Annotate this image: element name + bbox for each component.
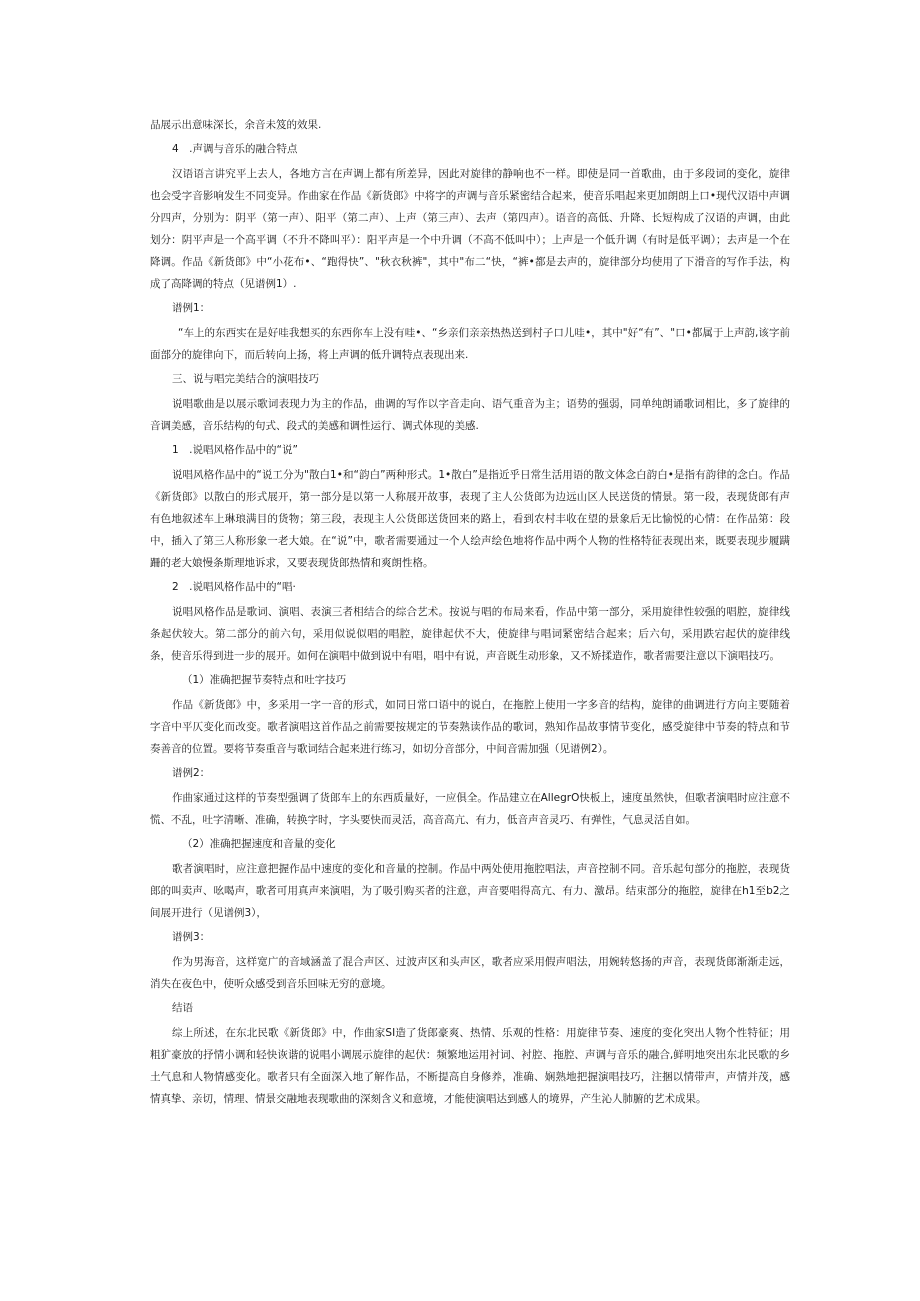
section-heading: 1 .说唱风格作品中的“说” <box>172 444 298 456</box>
example-label: 谱例1： <box>172 302 211 314</box>
paragraph: 作为男海音，这样宽广的音域涵盖了混合声区、过波声区和头声区，歌者应采用假声唱法，用婉转悠扬的声音，表现货郎渐渐走远，消失在夜色中，使听众感受到音乐回味无穷的意境。 <box>150 956 790 990</box>
paragraph: 作品《新货郎》中，多采用一字一音的形式，如同日常口语中的说白，在拖腔上使用一字多音的结构，旋律的曲调进行方向主要随着字音中平仄变化而改变。歌者演唱这首作品之前需要按规定的节奏熟读作品的歌词，熟知作品故事情节变化，感受旋律中节奏的特点和节奏善音的位置。要将节奏重音与歌词结合起来进行练习，如切分音部分，中间音需加强（见谱例2）。 <box>150 699 790 755</box>
section-heading: （2）准确把握速度和音量的变化 <box>182 838 336 850</box>
paragraph: 说唱风格作品中的“说工分为"散白1•和“韵白”两种形式。1•散白”是指近乎日常生活用语的散文体念白韵白•是指有韵律的念白。作品《新货郎》以散白的形式展开，第一部分是以第一人称展开故事，表现了主人公货郎为边远山区人民送货的情景。第一段，表现货郎有声有色地叙述车上琳琅满目的货物；第三段，表现主人公货郎送货回来的路上，看到农村丰收在望的景象后无比愉悦的心情：在作品第：段中，插入了第三人称形象一老大娘。在“说”中，歌者需要通过一个人绘声绘色地将作品中两个人物的性格特征表现出来，既要表现步履蹒跚的老大娘慢条斯理地诉求，又要表现货郎热情和爽朗性格。 <box>150 469 790 569</box>
paragraph: “车上的东西实在是好哇我想买的东西你车上没有哇•、“乡亲们亲亲热热送到村子口儿哇•，其中"好“有”、"口•都属于上声韵,该字前面部分的旋律向下，而后转向上扬，将上声调的低升调特点表现出来. <box>150 327 790 361</box>
paragraph: 品展示出意味深长，余音未笈的效果. <box>150 119 322 131</box>
section-heading: 2 .说唱风格作品中的“唱· <box>172 581 296 593</box>
section-heading: 三、说与唱完美结合的演唱技巧 <box>172 373 319 385</box>
paragraph: 说唱风格作品是歌词、演唱、表演三者相结合的综合艺术。按说与唱的布局来看，作品中第一部分，采用旋律性较强的唱腔，旋律线条起伏较大。第二部分的前六句，采用似说似唱的唱腔，旋律起伏不大，使旋律与唱词紧密结合起来；后六句，采用跌宕起伏的旋律线条，使音乐得到进一步的展开。如何在演唱中做到说中有唱，唱中有说，声音既生动形象，又不矫揉造作，歌者需要注意以下演唱技巧。 <box>150 606 790 662</box>
example-label: 谱例2： <box>172 767 211 779</box>
section-heading: （1）准确把握节奏特点和吐字技巧 <box>182 674 347 686</box>
example-label: 结语 <box>172 1002 193 1014</box>
paragraph: 汉语语言讲究平上去人，各地方言在声调上都有所差异，因此对旋律的静响也不一样。即使是同一首歌曲，由于多段词的变化，旋律也会受字音影响发生不同变异。作曲家在作品《新货郎》中将字的声调与音乐紧密结合起来，使音乐唱起来更加朗朗上口•现代汉语中声调分四声，分别为：阴平（第一声）、阳平（第二声）、上声（第三声）、去声（第四声）。语音的高低、升降、长短构成了汉语的声调，由此划分：阴平声是一个高平调（不升不降叫平）：阳平声是一个中升调（不高不低叫中）；上声是一个低升调（有时是低平调）；去声是一个在降调。作品《新货郎》中“小花布•、“跑得快”、"秋衣秋裤"，其中"布二“快，“裤•都是去声的，旋律部分均使用了下滑音的写作手法，构成了高降调的特点（见谱例1）. <box>150 168 790 290</box>
document-body <box>150 114 790 1112</box>
paragraph: 作曲家通过这样的节奏型强调了货郎车上的东西质量好，一应俱全。作品建立在AllegrO快板上，速度虽然快，但歌者演唱时应注意不慌、不乱，吐字清晰、准确，转换字时，字头要快而灵活，高音高亢、有力，低音声音灵巧、有弹性，气息灵活自如。 <box>150 792 790 826</box>
example-label: 谱例3： <box>172 931 211 943</box>
paragraph: 说唱歌曲是以展示歌词表现力为主的作品，曲调的写作以字音走向、语气重音为主；语势的强弱，同单纯朗诵歌词相比，多了旋律的音调美感，音乐结构的句式、段式的美感和调性运行、调式体现的美感. <box>150 398 790 432</box>
section-heading: 4 .声调与音乐的融合特点 <box>172 143 298 155</box>
paragraph: 综上所述，在东北民歌《新货郎》中，作曲家SI造了货郎豪爽、热情、乐观的性格：用旋律节奏、速度的变化突出人物个性特征；用粗犷豪放的抒情小调和轻快诙谐的说唱小调展示旋律的起伏：频繁地运用衬词、衬腔、拖腔、声调与音乐的融合,鲜明地突出东北民歌的乡土气息和人物情感变化。歌者只有全面深入地了解作品，不断提高自身修养，准确、娴熟地把握演唱技巧，注捆以情带声，声情并茂，感情真挚、亲切，情理、情景交融地表现歌曲的深刻含义和意境，才能使演唱达到感人的境界，产生沁人肺腑的艺术成果。 <box>150 1027 790 1105</box>
paragraph: 歌者演唱时，应注意把握作品中速度的变化和音量的控制。作品中两处使用拖腔唱法，声音控制不同。音乐起句部分的拖腔，表现货郎的叫卖声、吆喝声，歌者可用真声来演唱，为了吸引购买者的注意，声音要唱得高亢、有力、激昂。结束部分的拖腔，旋律在h1至b2之间展开进行（见谱例3）， <box>150 863 790 919</box>
